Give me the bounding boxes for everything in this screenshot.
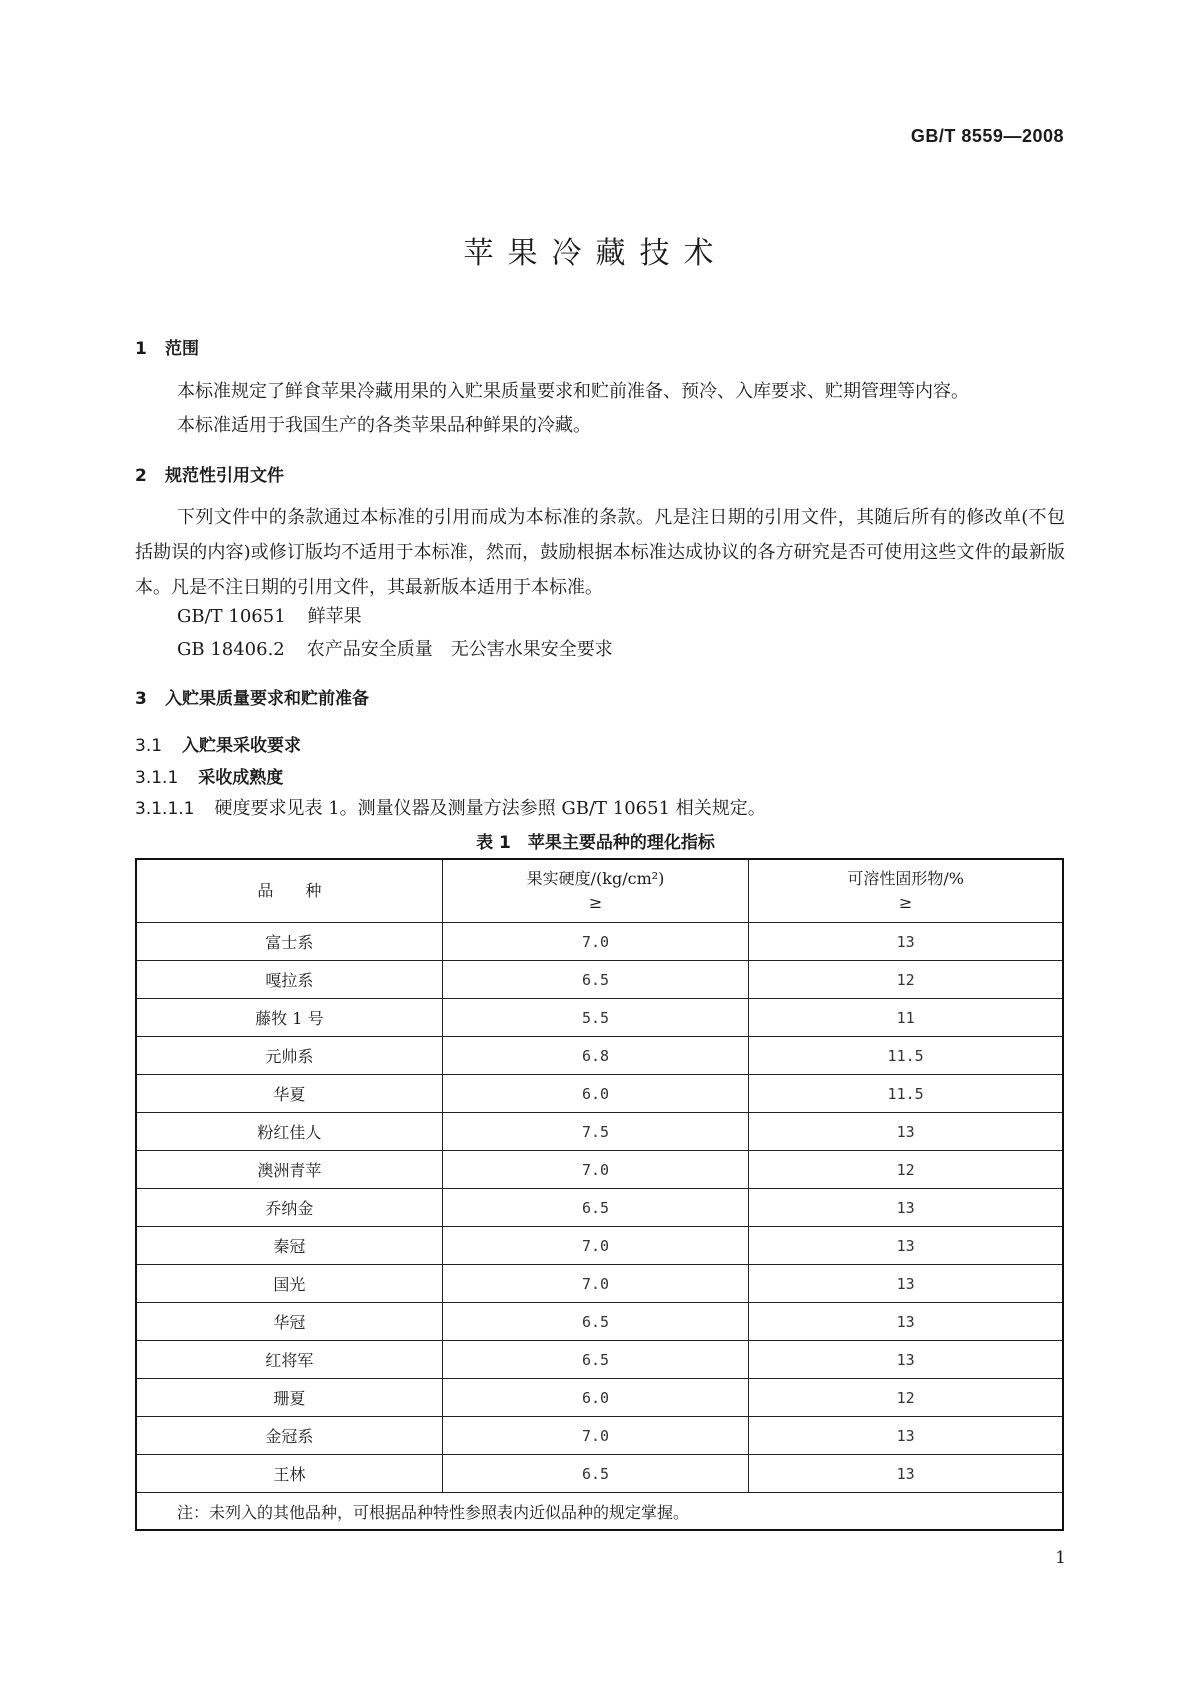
cell-firmness: 6.5 bbox=[442, 1189, 748, 1227]
cell-firmness: 6.5 bbox=[442, 1303, 748, 1341]
section-number: 3 bbox=[135, 689, 147, 709]
cell-variety: 华冠 bbox=[136, 1303, 442, 1341]
cell-variety: 富士系 bbox=[136, 923, 442, 961]
table-title: 表 1 苹果主要品种的理化指标 bbox=[476, 833, 715, 853]
section-3-heading bbox=[135, 684, 369, 709]
cell-variety: 嘎拉系 bbox=[136, 961, 442, 999]
cell-variety: 澳洲青苹 bbox=[136, 1151, 442, 1189]
cell-solids: 13 bbox=[749, 923, 1063, 961]
subsection-3-1-1-heading bbox=[135, 763, 283, 788]
header-solids-label: 可溶性固形物/% bbox=[847, 869, 964, 888]
subsection-title: 入贮果采收要求 bbox=[182, 736, 302, 756]
greater-equal-symbol: ≥ bbox=[898, 893, 913, 912]
section-2-heading bbox=[135, 461, 284, 486]
cell-solids: 12 bbox=[749, 1151, 1063, 1189]
clause-number: 3.1.1.1 bbox=[135, 799, 195, 819]
cell-variety: 粉红佳人 bbox=[136, 1113, 442, 1151]
table-row bbox=[136, 999, 1063, 1037]
cell-solids: 13 bbox=[749, 1189, 1063, 1227]
paragraph: 本标准适用于我国生产的各类苹果品种鲜果的冷藏。 bbox=[177, 415, 591, 436]
cell-variety: 王林 bbox=[136, 1455, 442, 1493]
cell-solids: 13 bbox=[749, 1227, 1063, 1265]
section-title: 范围 bbox=[165, 339, 199, 359]
cell-solids: 11.5 bbox=[749, 1037, 1063, 1075]
table-row bbox=[136, 1455, 1063, 1493]
table-row bbox=[136, 1303, 1063, 1341]
table-row bbox=[136, 1151, 1063, 1189]
section-number: 2 bbox=[135, 466, 147, 486]
cell-firmness: 7.0 bbox=[442, 1417, 748, 1455]
header-variety: 品 种 bbox=[136, 859, 442, 923]
reference-code: GB 18406.2 bbox=[177, 639, 285, 660]
subsection-number: 3.1.1 bbox=[135, 768, 179, 788]
cell-firmness: 7.0 bbox=[442, 1227, 748, 1265]
standard-code: GB/T 8559—2008 bbox=[910, 126, 1064, 146]
cell-variety: 乔纳金 bbox=[136, 1189, 442, 1227]
cell-firmness: 7.5 bbox=[442, 1113, 748, 1151]
clause-text: 硬度要求见表 1。测量仪器及测量方法参照 GB/T 10651 相关规定。 bbox=[214, 798, 766, 819]
indicator-table bbox=[135, 858, 1064, 1531]
table-row bbox=[136, 1075, 1063, 1113]
table-row bbox=[136, 961, 1063, 999]
cell-variety: 华夏 bbox=[136, 1075, 442, 1113]
cell-firmness: 6.5 bbox=[442, 961, 748, 999]
subsection-number: 3.1 bbox=[135, 736, 163, 756]
table-row bbox=[136, 1113, 1063, 1151]
cell-firmness: 6.0 bbox=[442, 1075, 748, 1113]
cell-firmness: 6.0 bbox=[442, 1379, 748, 1417]
cell-solids: 13 bbox=[749, 1341, 1063, 1379]
table-header-row bbox=[136, 859, 1063, 923]
section-number: 1 bbox=[135, 339, 147, 359]
cell-solids: 13 bbox=[749, 1455, 1063, 1493]
table-row bbox=[136, 1379, 1063, 1417]
cell-solids: 13 bbox=[749, 1417, 1063, 1455]
cell-solids: 12 bbox=[749, 961, 1063, 999]
reference-item bbox=[177, 635, 613, 661]
table-row bbox=[136, 1189, 1063, 1227]
table-row bbox=[136, 1265, 1063, 1303]
cell-variety: 珊夏 bbox=[136, 1379, 442, 1417]
document-title: 苹果冷藏技术 bbox=[463, 236, 728, 271]
clause-3-1-1-1 bbox=[135, 794, 766, 820]
reference-title: 农产品安全质量 无公害水果安全要求 bbox=[306, 639, 613, 660]
section-title: 规范性引用文件 bbox=[165, 466, 284, 486]
reference-item bbox=[177, 602, 362, 628]
reference-code: GB/T 10651 bbox=[177, 606, 286, 627]
header-firmness bbox=[442, 859, 748, 923]
cell-firmness: 7.0 bbox=[442, 1151, 748, 1189]
cell-firmness: 6.5 bbox=[442, 1341, 748, 1379]
cell-firmness: 7.0 bbox=[442, 1265, 748, 1303]
table-note-row bbox=[136, 1493, 1063, 1531]
subsection-3-1-heading bbox=[135, 731, 301, 756]
cell-solids: 13 bbox=[749, 1265, 1063, 1303]
cell-solids: 11 bbox=[749, 999, 1063, 1037]
cell-variety: 红将军 bbox=[136, 1341, 442, 1379]
table-row bbox=[136, 1227, 1063, 1265]
table-row bbox=[136, 923, 1063, 961]
cell-variety: 金冠系 bbox=[136, 1417, 442, 1455]
greater-equal-symbol: ≥ bbox=[588, 893, 603, 912]
subsection-title: 采收成熟度 bbox=[198, 768, 284, 788]
header-firmness-label: 果实硬度/(kg/cm²) bbox=[526, 869, 665, 888]
cell-solids: 12 bbox=[749, 1379, 1063, 1417]
cell-variety: 国光 bbox=[136, 1265, 442, 1303]
cell-firmness: 7.0 bbox=[442, 923, 748, 961]
cell-variety: 元帅系 bbox=[136, 1037, 442, 1075]
cell-solids: 13 bbox=[749, 1113, 1063, 1151]
cell-variety: 秦冠 bbox=[136, 1227, 442, 1265]
table-row bbox=[136, 1417, 1063, 1455]
cell-variety: 藤牧 1 号 bbox=[136, 999, 442, 1037]
header-soluble-solids bbox=[749, 859, 1063, 923]
paragraph: 下列文件中的条款通过本标准的引用而成为本标准的条款。凡是注日期的引用文件，其随后所有的修改单(不包括勘误的内容)或修订版均不适用于本标准，然而，鼓励根据本标准达成协议的各方研究是否可使用这些文件的最新版本。凡是不注日期的引用文件，其最新版本适用于本标准。 bbox=[135, 507, 1065, 598]
page-number: 1 bbox=[1055, 1548, 1066, 1568]
cell-solids: 13 bbox=[749, 1303, 1063, 1341]
section-1-heading bbox=[135, 334, 199, 359]
table-row bbox=[136, 1037, 1063, 1075]
table-row bbox=[136, 1341, 1063, 1379]
paragraph: 本标准规定了鲜食苹果冷藏用果的入贮果质量要求和贮前准备、预冷、入库要求、贮期管理等内容。 bbox=[177, 381, 969, 402]
cell-firmness: 6.5 bbox=[442, 1455, 748, 1493]
reference-title: 鲜苹果 bbox=[307, 606, 362, 627]
cell-solids: 11.5 bbox=[749, 1075, 1063, 1113]
cell-firmness: 6.8 bbox=[442, 1037, 748, 1075]
cell-firmness: 5.5 bbox=[442, 999, 748, 1037]
section-title: 入贮果质量要求和贮前准备 bbox=[165, 689, 369, 709]
table-note: 注：未列入的其他品种，可根据品种特性参照表内近似品种的规定掌握。 bbox=[136, 1493, 1063, 1531]
